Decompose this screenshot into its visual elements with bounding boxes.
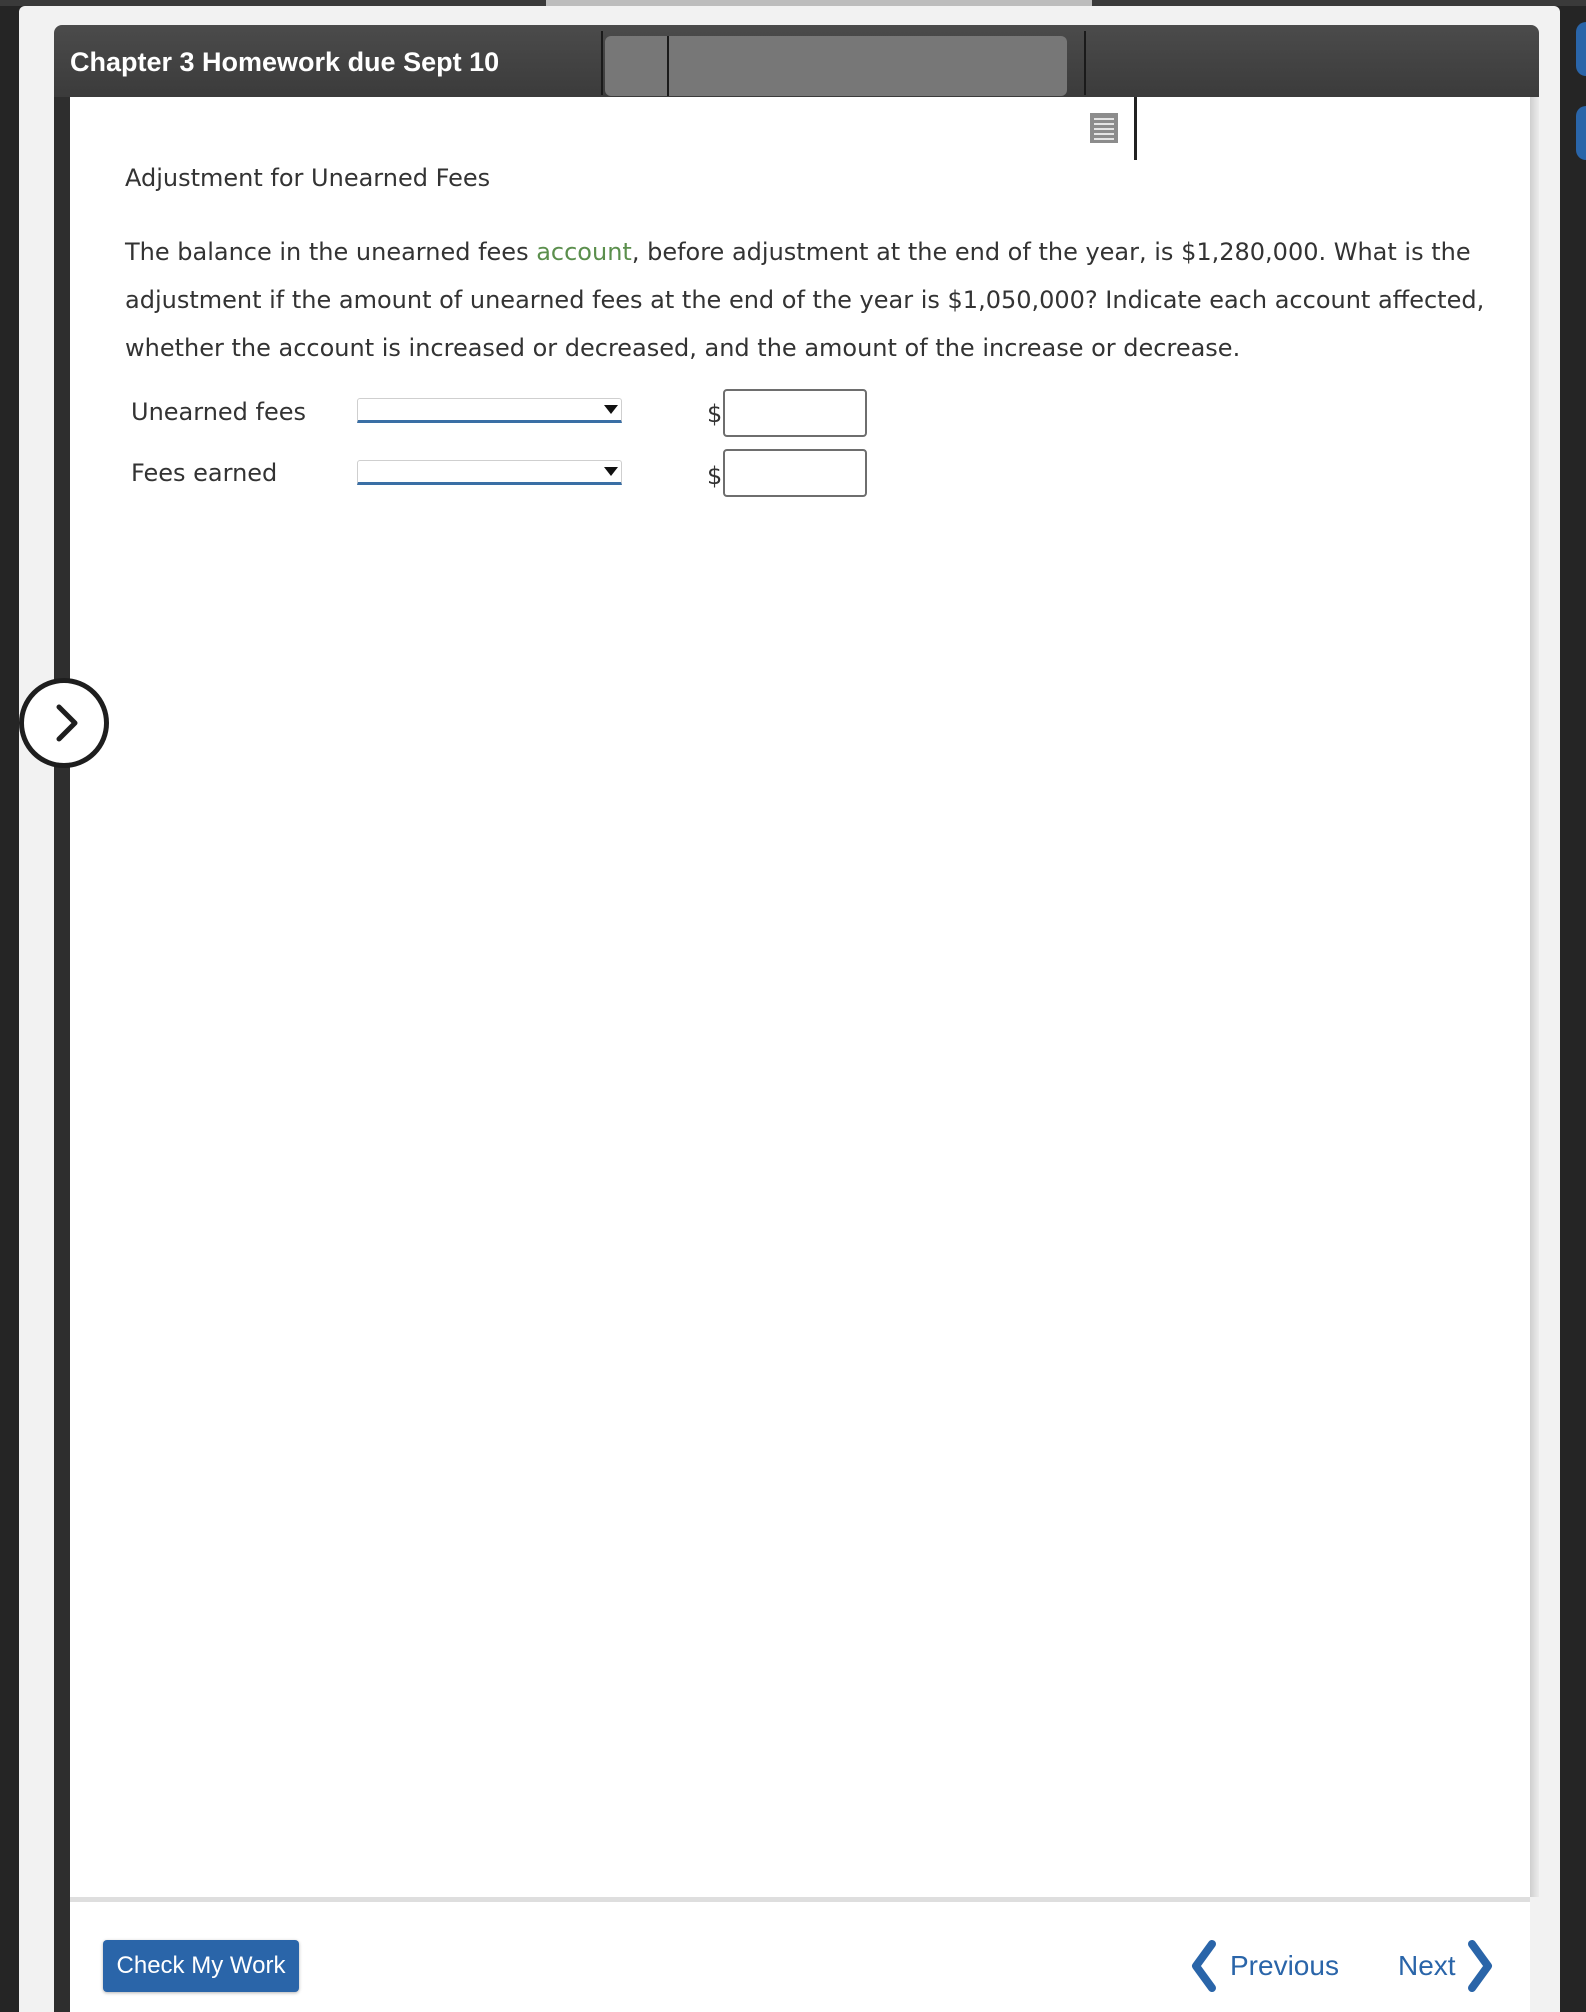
fees-earned-amount-input[interactable]: [723, 449, 867, 497]
question-text-part2: , before adjustment at the end of the year, is $1,280,000. What is the adjustment if the amount of unearned fees at the end of the year is $1,050,000? Indicate each account affected, whether the account is increased or decreased, and the amount of the increase or decrease.: [125, 238, 1485, 362]
content-shadow: [1530, 97, 1539, 1897]
unearned-fees-select[interactable]: [357, 398, 622, 423]
next-label: Next: [1398, 1950, 1456, 1981]
row-label-fees-earned: Fees earned: [131, 459, 278, 487]
chevron-right-icon: [1464, 1938, 1496, 1994]
toolbar-placeholder[interactable]: [605, 36, 1067, 96]
expand-panel-button[interactable]: [19, 678, 109, 768]
page-title: Chapter 3 Homework due Sept 10: [70, 47, 500, 77]
question-text-part1: The balance in the unearned fees: [125, 238, 537, 266]
row-label-unearned-fees: Unearned fees: [131, 398, 307, 426]
side-tab[interactable]: [1576, 22, 1586, 76]
currency-symbol: $: [707, 400, 723, 428]
dropdown-arrow-icon: [604, 467, 618, 476]
fees-earned-select[interactable]: [357, 460, 622, 485]
toolbar-separator: [1134, 97, 1137, 160]
question-heading: Adjustment for Unearned Fees: [125, 164, 491, 192]
currency-symbol: $: [707, 462, 723, 490]
toolbar-divider: [667, 36, 669, 96]
dropdown-arrow-icon: [604, 405, 618, 414]
document-icon[interactable]: [1090, 113, 1118, 143]
title-bar-divider: [601, 31, 603, 95]
unearned-fees-amount-input[interactable]: [723, 389, 867, 437]
left-panel-edge: [54, 97, 70, 2012]
check-my-work-button[interactable]: Check My Work: [103, 1940, 299, 1992]
chevron-right-icon: [24, 683, 104, 763]
previous-label: Previous: [1230, 1950, 1339, 1981]
title-bar-divider: [1084, 31, 1086, 95]
chevron-left-icon: [1188, 1938, 1220, 1994]
side-tab[interactable]: [1576, 106, 1586, 160]
account-glossary-link[interactable]: account: [536, 238, 632, 266]
question-text: [125, 228, 1520, 372]
